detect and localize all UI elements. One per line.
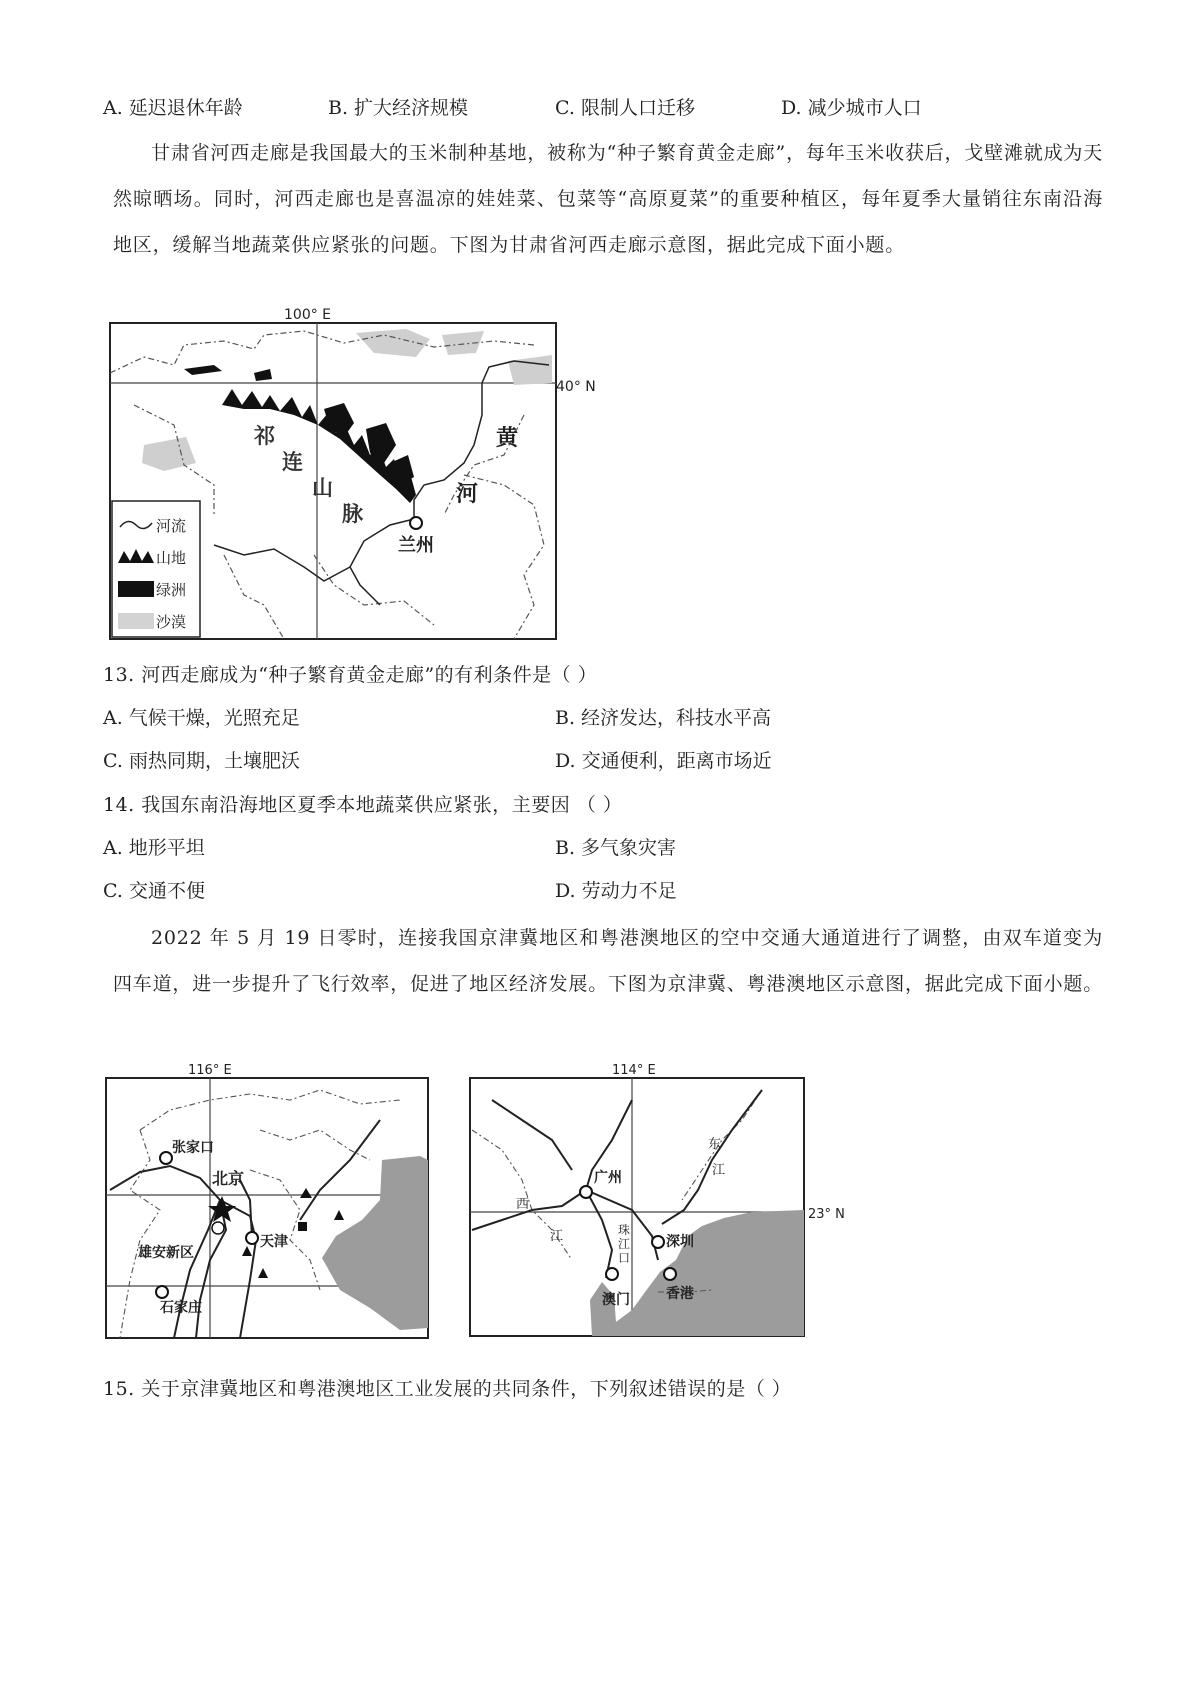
q13-option-a: A. 气候干燥，光照充足 xyxy=(103,707,300,729)
city-beijing-label: 北京 xyxy=(212,1169,245,1188)
mountain-label-3: 山 xyxy=(312,476,333,500)
legend-river: 河流 xyxy=(156,517,187,535)
q13-option-b: B. 经济发达，科技水平高 xyxy=(555,707,772,729)
q15-stem: 15. 关于京津冀地区和粤港澳地区工业发展的共同条件，下列叙述错误的是（ ） xyxy=(103,1378,792,1400)
city-macao-label: 澳门 xyxy=(602,1292,630,1308)
q14-option-c: C. 交通不便 xyxy=(103,880,205,902)
city-xiongan-label: 雄安新区 xyxy=(138,1245,194,1261)
map3-lon-label: 114° E xyxy=(612,1063,656,1078)
map3-lat-label: 23° N xyxy=(808,1207,845,1222)
river-label-jiang-2: 江 xyxy=(550,1229,564,1244)
river-label-dong: 东 xyxy=(708,1137,722,1152)
q12-option-c: C. 限制人口迁移 xyxy=(555,97,695,119)
city-macao-marker xyxy=(606,1268,618,1280)
map2-lon-label: 116° E xyxy=(188,1063,232,1078)
q14-option-d: D. 劳动力不足 xyxy=(555,880,677,902)
city-shenzhen-marker xyxy=(652,1236,664,1248)
river-label-2: 河 xyxy=(456,482,479,507)
mountain-label-1: 祁 xyxy=(254,424,275,448)
q13-stem: 13. 河西走廊成为“种子繁育黄金走廊”的有利条件是（ ） xyxy=(103,664,598,686)
mountain-label-2: 连 xyxy=(282,450,303,474)
q14-option-a: A. 地形平坦 xyxy=(103,837,205,859)
city-tianjin-label: 天津 xyxy=(260,1234,288,1250)
q14-stem: 14. 我国东南沿海地区夏季本地蔬菜供应紧张，主要因 （ ） xyxy=(103,794,623,816)
mountain-label-4: 脉 xyxy=(342,502,363,526)
city-xiongan-marker xyxy=(212,1222,224,1234)
river-label-kou: 口 xyxy=(618,1251,631,1265)
q13-option-c: C. 雨热同期，土壤肥沃 xyxy=(103,750,300,772)
city-guangzhou-marker xyxy=(580,1186,592,1198)
q12-option-a: A. 延迟退休年龄 xyxy=(103,97,243,119)
city-shenzhen-label: 深圳 xyxy=(666,1234,694,1250)
river-label-1: 黄 xyxy=(496,426,519,451)
map1-lat-label: 40° N xyxy=(556,379,596,395)
q13-option-d: D. 交通便利，距离市场近 xyxy=(555,750,772,772)
map-gba xyxy=(462,1060,862,1345)
river-label-xi: 西 xyxy=(516,1197,530,1212)
city-shijiazhuang-marker xyxy=(156,1286,168,1298)
city-lanzhou-label: 兰州 xyxy=(398,535,434,556)
legend-oasis: 绿洲 xyxy=(156,581,187,599)
city-zhangjiakou-label: 张家口 xyxy=(172,1140,214,1156)
legend-desert: 沙漠 xyxy=(156,613,187,631)
city-shijiazhuang-label: 石家庄 xyxy=(160,1300,202,1316)
city-tianjin-marker xyxy=(246,1232,258,1244)
q12-option-b: B. 扩大经济规模 xyxy=(328,97,469,119)
passage-hexi-corridor: 甘肃省河西走廊是我国最大的玉米制种基地，被称为“种子繁育黄金走廊”，每年玉米收获后，戈壁滩就成为天然晾晒场。同时，河西走廊也是喜温凉的娃娃菜、包菜等“高原夏菜”的重要种植区，每年夏季大量销往东南沿海地区，缓解当地蔬菜供应紧张的问题。下图为甘肃省河西走廊示意图，据此完成下面小题。 xyxy=(113,142,1103,256)
city-guangzhou-label: 广州 xyxy=(594,1170,622,1186)
legend-mountain: 山地 xyxy=(156,549,187,567)
river-label-jiang-1: 江 xyxy=(712,1163,726,1178)
map1-legend xyxy=(112,501,200,637)
map-hexi-corridor xyxy=(104,305,596,645)
city-hongkong-marker xyxy=(664,1268,676,1280)
q12-option-d: D. 减少城市人口 xyxy=(781,97,922,119)
q14-option-b: B. 多气象灾害 xyxy=(555,837,677,859)
city-hongkong-label: 香港 xyxy=(666,1286,694,1302)
river-label-zhu: 珠 xyxy=(618,1223,631,1237)
city-zhangjiakou-marker xyxy=(160,1152,172,1164)
map-jingjinji xyxy=(100,1060,440,1345)
river-label-jiang-3: 江 xyxy=(618,1237,631,1251)
passage-air-corridor: 2022 年 5 月 19 日零时，连接我国京津冀地区和粤港澳地区的空中交通大通道进行了调整，由双车道变为四车道，进一步提升了飞行效率，促进了地区经济发展。下图为京津冀、粤港澳地区示意图，据此完成下面小题。 xyxy=(113,927,1104,995)
map1-lon-label: 100° E xyxy=(284,307,332,323)
city-lanzhou-marker xyxy=(410,517,422,529)
